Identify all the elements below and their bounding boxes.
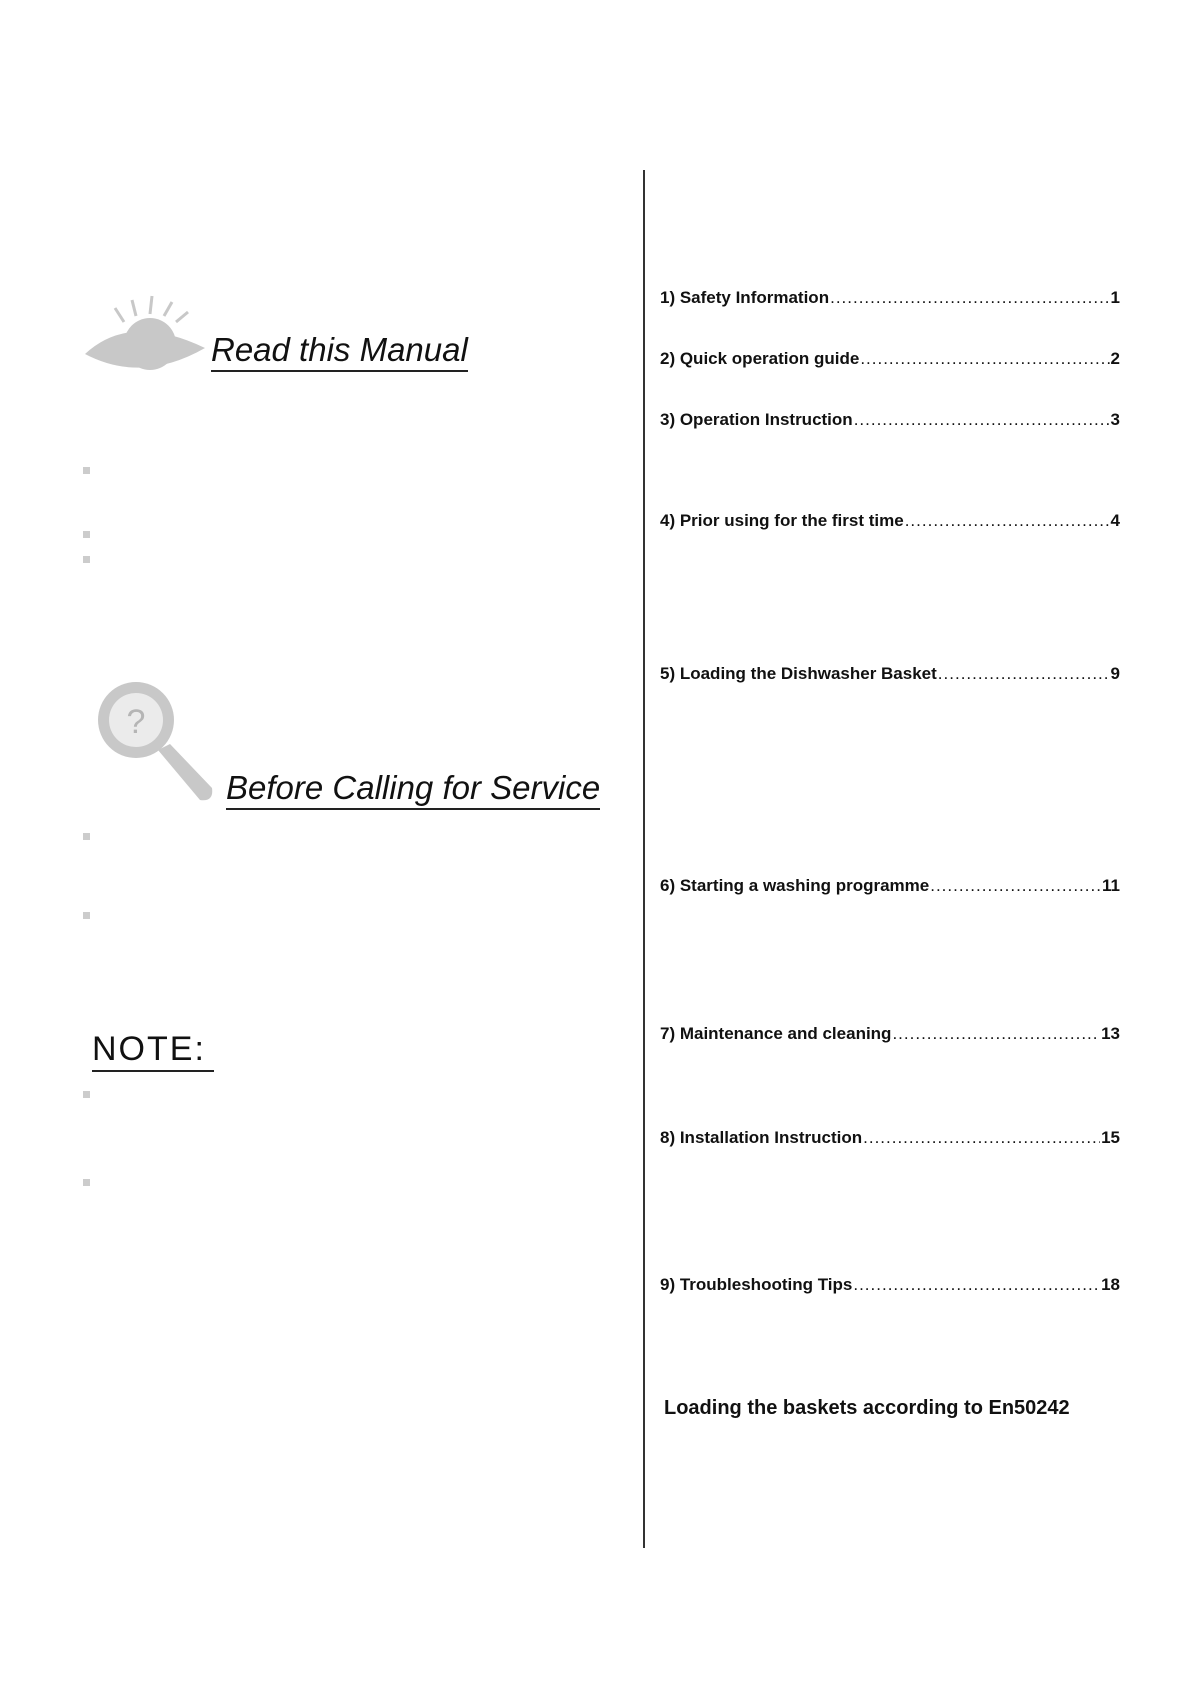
toc-page-number: 4 xyxy=(1110,511,1120,530)
toc-label: 9) Troubleshooting Tips xyxy=(660,1275,853,1294)
note-heading: NOTE: xyxy=(92,1032,214,1072)
toc-label: 3) Operation Instruction xyxy=(660,410,853,429)
toc-page-number: 18 xyxy=(1101,1275,1120,1294)
toc-entry[interactable] xyxy=(660,288,1120,308)
bullet-marker xyxy=(83,833,90,840)
toc-leader xyxy=(854,410,1110,430)
before-service-heading: Before Calling for Service xyxy=(226,771,600,810)
toc-entry[interactable] xyxy=(660,1275,1120,1295)
loading-baskets-note: Loading the baskets according to En50242 xyxy=(664,1397,1070,1419)
bullet-marker xyxy=(83,1179,90,1186)
toc-page-number: 13 xyxy=(1101,1024,1120,1043)
toc-page-number: 3 xyxy=(1110,410,1120,429)
toc-leader xyxy=(938,664,1110,684)
toc-entry[interactable] xyxy=(660,1128,1120,1148)
toc-entry[interactable] xyxy=(660,410,1120,430)
column-divider xyxy=(643,170,645,1548)
toc-page-number: 15 xyxy=(1101,1128,1120,1147)
toc-label: 7) Maintenance and cleaning xyxy=(660,1024,892,1043)
toc-leader xyxy=(853,1275,1100,1295)
magnifier-question-icon xyxy=(96,680,216,805)
toc-label: 5) Loading the Dishwasher Basket xyxy=(660,664,937,683)
toc-entry[interactable] xyxy=(660,664,1120,684)
toc-entry[interactable] xyxy=(660,349,1120,369)
bullet-marker xyxy=(83,1091,90,1098)
toc-page-number: 1 xyxy=(1110,288,1120,307)
toc-label: 2) Quick operation guide xyxy=(660,349,860,368)
toc-entry[interactable] xyxy=(660,1024,1120,1044)
toc-label: 6) Starting a washing programme xyxy=(660,876,930,895)
toc-leader xyxy=(892,1024,1100,1044)
toc-page-number: 2 xyxy=(1110,349,1120,368)
toc-leader xyxy=(905,511,1110,531)
svg-text:?: ? xyxy=(126,703,146,741)
bullet-marker xyxy=(83,912,90,919)
toc-leader xyxy=(863,1128,1100,1148)
toc-label: 8) Installation Instruction xyxy=(660,1128,863,1147)
toc-entry[interactable] xyxy=(660,511,1120,531)
eye-icon xyxy=(80,292,210,382)
toc-leader xyxy=(930,876,1101,896)
toc-page-number: 9 xyxy=(1110,664,1120,683)
bullet-marker xyxy=(83,467,90,474)
toc-page-number: 11 xyxy=(1102,876,1120,895)
read-manual-heading: Read this Manual xyxy=(211,333,468,372)
toc-entry[interactable] xyxy=(660,876,1120,896)
toc-label: 4) Prior using for the first time xyxy=(660,511,904,530)
bullet-marker xyxy=(83,556,90,563)
toc-label: 1) Safety Information xyxy=(660,288,830,307)
bullet-marker xyxy=(83,531,90,538)
toc-leader xyxy=(830,288,1109,308)
toc-leader xyxy=(860,349,1109,369)
